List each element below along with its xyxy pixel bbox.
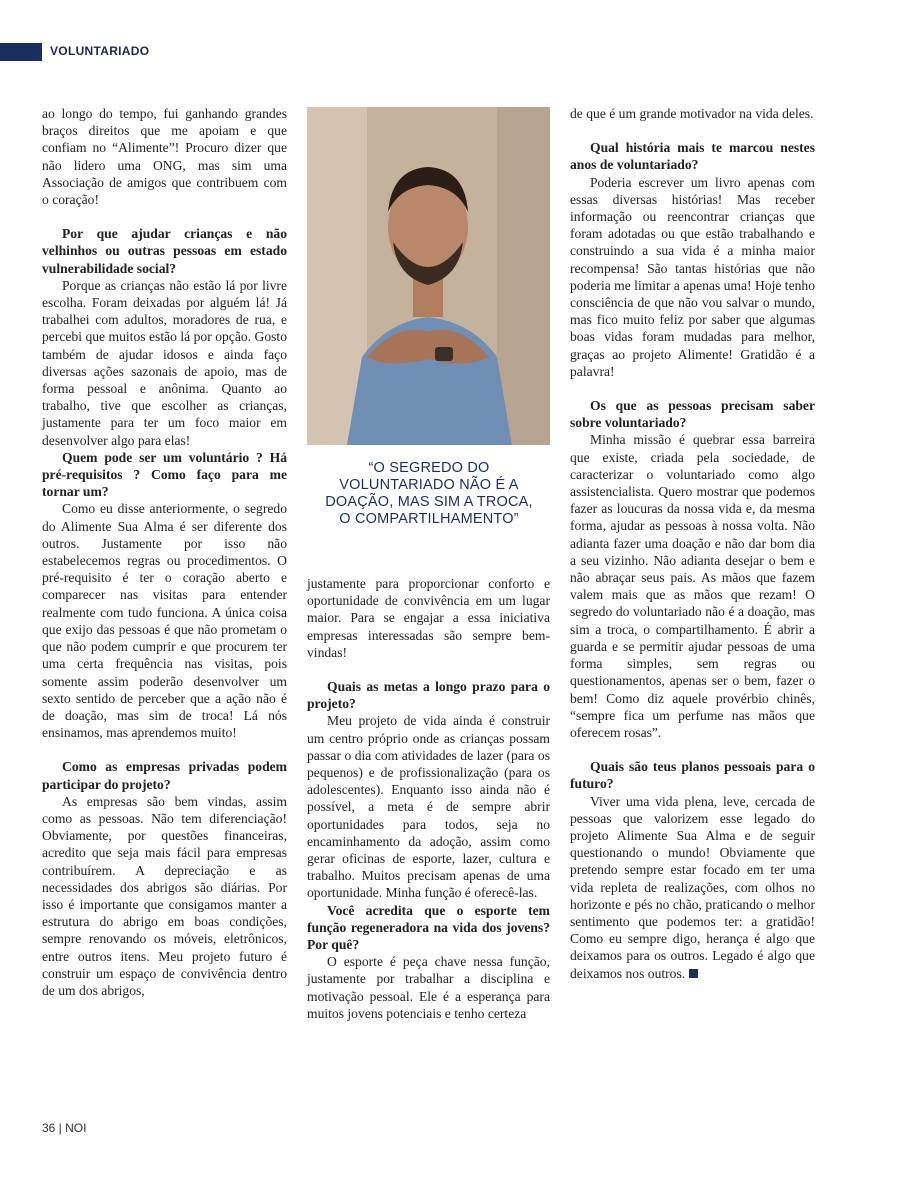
- portrait-photo: [307, 107, 550, 445]
- paragraph-final: [570, 793, 815, 982]
- portrait-illustration: [307, 107, 550, 445]
- paragraph: Poderia escrever um livro apenas com essas diversas histórias! Mas receber informação ou reencontrar crianças que foram adotadas ou que estão trabalhando e construindo a sua vida é a minha maior recompensa! São tantas histórias que não poderia me limitar a apenas uma! Hoje tenho consciência de que não vou salvar o mundo, mas fico muito feliz por saber que algumas boas vidas foram mudadas para melhor, graças ao projeto Alimente! Gratidão é a palavra!: [570, 174, 815, 379]
- section-label: VOLUNTARIADO: [50, 44, 150, 58]
- section-tab-marker: [0, 43, 42, 61]
- paragraph: Meu projeto de vida ainda é construir um centro próprio onde as crianças possam passar o dia com atividades de lazer (para os pequenos) e de profissionalização (para os adolescentes). Enquanto isso ainda não é possível, a meta é de sempre abrir oportunidades para todos, seja no encaminhamento da adoção, assim como gerar oficinas de esporte, lazer, cultura e trabalho. Muitos precisam apenas de uma oportunidade. Minha função é oferecê-las.: [307, 713, 550, 901]
- end-mark-icon: [689, 969, 698, 978]
- paragraph: ao longo do tempo, fui ganhando grandes braços direitos que me apoiam e que confiam no “Alimente”! Procuro dizer que não lidero uma ONG, mas sim uma Associação de amigos que contribuem com o coração!: [42, 106, 287, 208]
- paragraph: de que é um grande motivador na vida deles.: [570, 106, 814, 121]
- question-heading: Os que as pessoas precisam saber sobre voluntariado?: [570, 398, 815, 431]
- paragraph: As empresas são bem vindas, assim como as pessoas. Não tem diferenciação! Obviamente, por questões financeiras, acredito que seja mais fácil para empresas contribuírem. A depreciação e as necessidades dos abrigos são diárias. Por isso é importante que consigamos manter a estrutura do abrigo em boas condições, sempre renovando os móveis, eletrônicos, entre outros itens. Meu projeto futuro é construir um espaço de convivência dentro de um dos abrigos,: [42, 793, 287, 998]
- article-column-1: [42, 105, 287, 999]
- pull-quote: “O SEGREDO DO VOLUNTARIADO NÃO É A DOAÇÃO, MAS SIM A TROCA, O COMPARTILHAMENTO”: [325, 460, 533, 527]
- question-heading: Quais são teus planos pessoais para o futuro?: [570, 759, 815, 792]
- article-column-3: [570, 105, 815, 982]
- question-heading: Por que ajudar crianças e não velhinhos ou outras pessoas em estado vulnerabilidade social?: [42, 226, 287, 276]
- question-heading: Quais as metas a longo prazo para o projeto?: [307, 679, 550, 712]
- article-column-2: [307, 575, 550, 1022]
- paragraph: justamente para proporcionar conforto e oportunidade de convivência em um lugar maior. Para se engajar a essa iniciativa empresas interessadas são sempre bem-vindas!: [307, 576, 550, 660]
- paragraph: Porque as crianças não estão lá por livre escolha. Foram deixadas por alguém lá! Já trabalhei com adultos, moradores de rua, e percebi que muitos estão lá por opção. Gosto também de ajudar idosos e ainda faço diversas ações sazonais de apoio, mas de forma pessoal e anônima. Quanto ao trabalho, tive que escolher as crianças, justamente para ter um foco maior em desenvolver algo para elas!: [42, 277, 287, 448]
- question-heading: Como as empresas privadas podem participar do projeto?: [42, 759, 287, 792]
- paragraph: Minha missão é quebrar essa barreira que existe, criada pela sociedade, de caracterizar o voluntariado como algo assistencialista. Quero mostrar que podemos fazer as loucuras da nossa vida e, da mesma forma, ajudar as pessoas à nossa volta. Não adianta fazer uma doação e não dar bom dia a seu vizinho. Não adianta desejar o bem e não abraçar seus pais. As mãos que fazem valem mais que as mãos que rezam! O segredo do voluntariado não é a doação, mas sim a troca, o compartilhamento. É abrir a guarda e se permitir ajudar pessoas de uma forma simples, sem regras ou questionamentos, apenas ser o bem, fazer o bem! Como diz aquele provérbio chinês, “sempre fica um perfume nas mãos que oferecem rosas”.: [570, 432, 815, 740]
- paragraph-final-text: Viver uma vida plena, leve, cercada de pessoas que valorizem esse legado do projeto Alimente Sua Alma e de seguir questionando o mundo! Obviamente que pretendo sempre estar focado em ter uma vida repleta de realizações, com olhos no horizonte e pés no chão, praticando o melhor sentimento que podemos ter: a gratidão! Como eu sempre digo, herança é algo que deixamos para os outros. Legado é algo que deixamos nos outros.: [570, 793, 815, 981]
- paragraph: O esporte é peça chave nessa função, justamente por trabalhar a disciplina e motivação pessoal. Ele é a esperança para muitos jovens potenciais e tenho certeza: [307, 954, 550, 1021]
- page-footer: 36 | NOI: [42, 1121, 87, 1135]
- paragraph: Como eu disse anteriormente, o segredo do Alimente Sua Alma é ser diferente dos outros. Justamente por isso não estabelecemos regras ou procedimentos. O pré-requisito é ter o coração aberto e comparecer nas visitas para entender realmente com tudo funciona. A única coisa que exijo das pessoas é que não prometam o que não podem cumprir e que procurem ter uma certa frequência nas visitas, pois somente assim poderão desenvolver um sexto sentido de perceber que a ação não é de doação, mas sim de troca! Lá nós ensinamos, mas aprendemos muito!: [42, 501, 287, 741]
- question-heading: Você acredita que o esporte tem função regeneradora na vida dos jovens? Por quê?: [307, 902, 550, 953]
- question-heading: Quem pode ser um voluntário ? Há pré-requisitos ? Como faço para me tornar um?: [42, 449, 287, 500]
- question-heading: Qual história mais te marcou nestes anos de voluntariado?: [570, 140, 815, 173]
